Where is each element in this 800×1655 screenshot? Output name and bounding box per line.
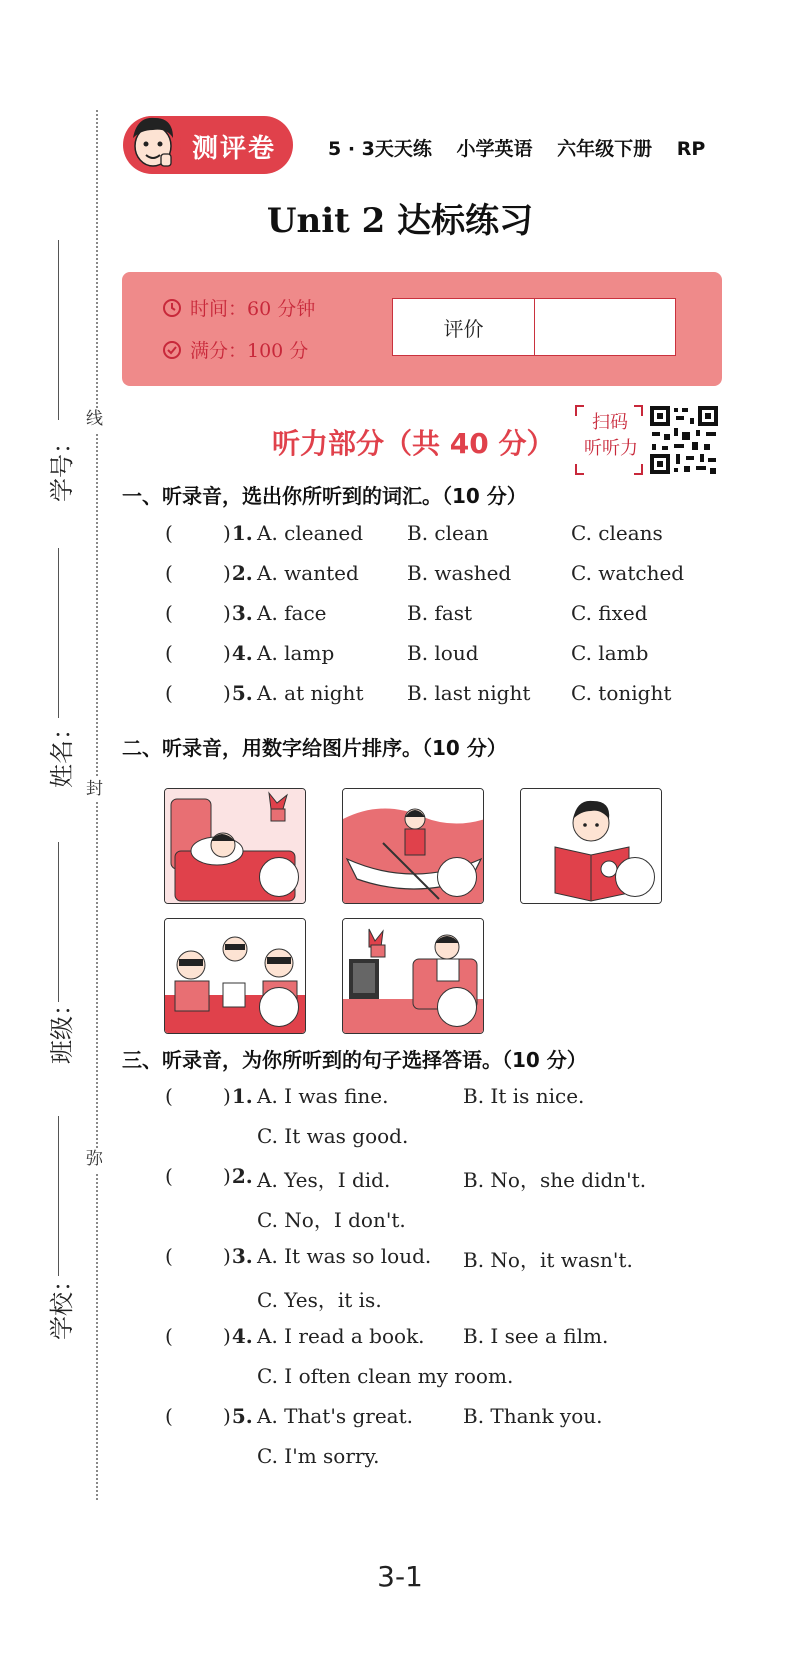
option-a: A. cleaned	[257, 521, 364, 545]
rating-box	[392, 298, 676, 356]
option-c: C. It was good.	[257, 1124, 409, 1148]
section-2-title: 二、听录音，用数字给图片排序。（10 分）	[122, 736, 507, 760]
time-limit-text: 时间：60 分钟	[190, 298, 316, 320]
option-b: B. fast	[407, 601, 473, 625]
binding-dotted-line	[96, 110, 98, 1500]
scan-text-2: 听听力	[584, 438, 638, 459]
question-number: ) 1.	[223, 521, 253, 545]
answer-paren[interactable]: (	[165, 641, 173, 665]
question-number: ) 3.	[223, 1244, 253, 1268]
option-c: C. I'm sorry.	[257, 1444, 380, 1468]
option-a: A. at night	[257, 681, 364, 705]
full-score-text: 满分：100 分	[190, 340, 309, 362]
student-name-label: 姓名：	[48, 716, 76, 788]
option-a: A. face	[257, 601, 327, 625]
option-c: C. Yes，it is.	[257, 1288, 382, 1312]
clock-icon	[162, 298, 182, 318]
option-b: B. Thank you.	[463, 1404, 603, 1428]
option-c: C. lamb	[571, 641, 649, 665]
section-3-title: 三、听录音，为你所听到的句子选择答语。（10 分）	[122, 1048, 587, 1072]
binding-mark-xian: 线	[86, 408, 103, 432]
scan-text-1: 扫码	[592, 412, 628, 433]
page-number: 3-1	[377, 1560, 423, 1593]
school-label: 学校：	[48, 1268, 76, 1340]
answer-paren[interactable]: (	[165, 681, 173, 705]
edition-name: RP	[676, 138, 706, 160]
listening-section-title: 听力部分（共 40 分）	[272, 427, 555, 460]
binding-mark-feng: 封	[86, 778, 103, 802]
student-id-label: 学号：	[48, 430, 76, 502]
question-number: ) 3.	[223, 601, 253, 625]
option-b: B. No，it wasn't.	[463, 1248, 633, 1272]
grade-name: 六年级下册	[557, 138, 653, 160]
answer-paren[interactable]: (	[165, 601, 173, 625]
option-b: B. loud	[407, 641, 479, 665]
class-line	[58, 842, 59, 1002]
answer-paren[interactable]: (	[165, 1244, 173, 1268]
binding-mark-mi: 弥	[86, 1148, 103, 1172]
option-b: B. washed	[407, 561, 512, 585]
question-number: ) 2.	[223, 561, 253, 585]
question-number: ) 4.	[223, 641, 253, 665]
answer-paren[interactable]: (	[165, 561, 173, 585]
option-a: A. lamp	[257, 641, 335, 665]
option-c: C. watched	[571, 561, 685, 585]
badge-label: 测评卷	[192, 134, 277, 164]
question-number: ) 5.	[223, 681, 253, 705]
option-a: A. That's great.	[257, 1404, 413, 1428]
school-line	[58, 1116, 59, 1276]
series-name: 5 · 3天天练	[328, 138, 432, 160]
class-label: 班级：	[48, 992, 76, 1064]
option-a: A. It was so loud.	[257, 1244, 432, 1268]
option-a: A. Yes，I did.	[257, 1168, 391, 1192]
option-a: A. wanted	[257, 561, 359, 585]
order-circle[interactable]	[259, 857, 299, 897]
option-c: C. tonight	[571, 681, 672, 705]
option-c: C. fixed	[571, 601, 648, 625]
book-info	[328, 134, 705, 161]
section-1-title: 一、听录音，选出你所听到的词汇。（10 分）	[122, 484, 527, 508]
score-row	[162, 336, 308, 363]
picture-boy-reading	[520, 788, 662, 904]
option-b: B. I see a film.	[463, 1324, 609, 1348]
option-b: B. last night	[407, 681, 531, 705]
option-c: C. I often clean my room.	[257, 1364, 514, 1388]
question-number: ) 5.	[223, 1404, 253, 1428]
order-circle[interactable]	[437, 857, 477, 897]
answer-paren[interactable]: (	[165, 1164, 173, 1188]
page-title: Unit 2 达标练习	[266, 201, 534, 241]
option-c: C. No，I don't.	[257, 1208, 406, 1232]
option-b: B. No，she didn't.	[463, 1168, 647, 1192]
answer-paren[interactable]: (	[165, 1404, 173, 1428]
picture-girl-sleeping	[164, 788, 306, 904]
question-number: ) 2.	[223, 1164, 253, 1188]
exam-info-box	[122, 272, 722, 386]
picture-boy-watching-tv	[342, 918, 484, 1034]
order-circle[interactable]	[615, 857, 655, 897]
student-name-line	[58, 548, 59, 718]
rating-label: 评价	[393, 299, 535, 355]
picture-girl-rowing	[342, 788, 484, 904]
question-number: ) 4.	[223, 1324, 253, 1348]
question-number: ) 1.	[223, 1084, 253, 1108]
check-circle-icon	[162, 340, 182, 360]
answer-paren[interactable]: (	[165, 1084, 173, 1108]
boy-mascot-icon	[123, 108, 183, 176]
answer-paren[interactable]: (	[165, 1324, 173, 1348]
picture-kids-3d-film	[164, 918, 306, 1034]
answer-paren[interactable]: (	[165, 521, 173, 545]
option-c: C. cleans	[571, 521, 663, 545]
order-circle[interactable]	[259, 987, 299, 1027]
qr-code-icon[interactable]	[648, 404, 720, 476]
option-a: A. I read a book.	[257, 1324, 425, 1348]
time-row	[162, 294, 315, 321]
option-b: B. It is nice.	[463, 1084, 585, 1108]
order-circle[interactable]	[437, 987, 477, 1027]
student-id-line	[58, 240, 59, 420]
option-a: A. I was fine.	[257, 1084, 389, 1108]
subject-name: 小学英语	[456, 138, 533, 160]
option-b: B. clean	[407, 521, 489, 545]
